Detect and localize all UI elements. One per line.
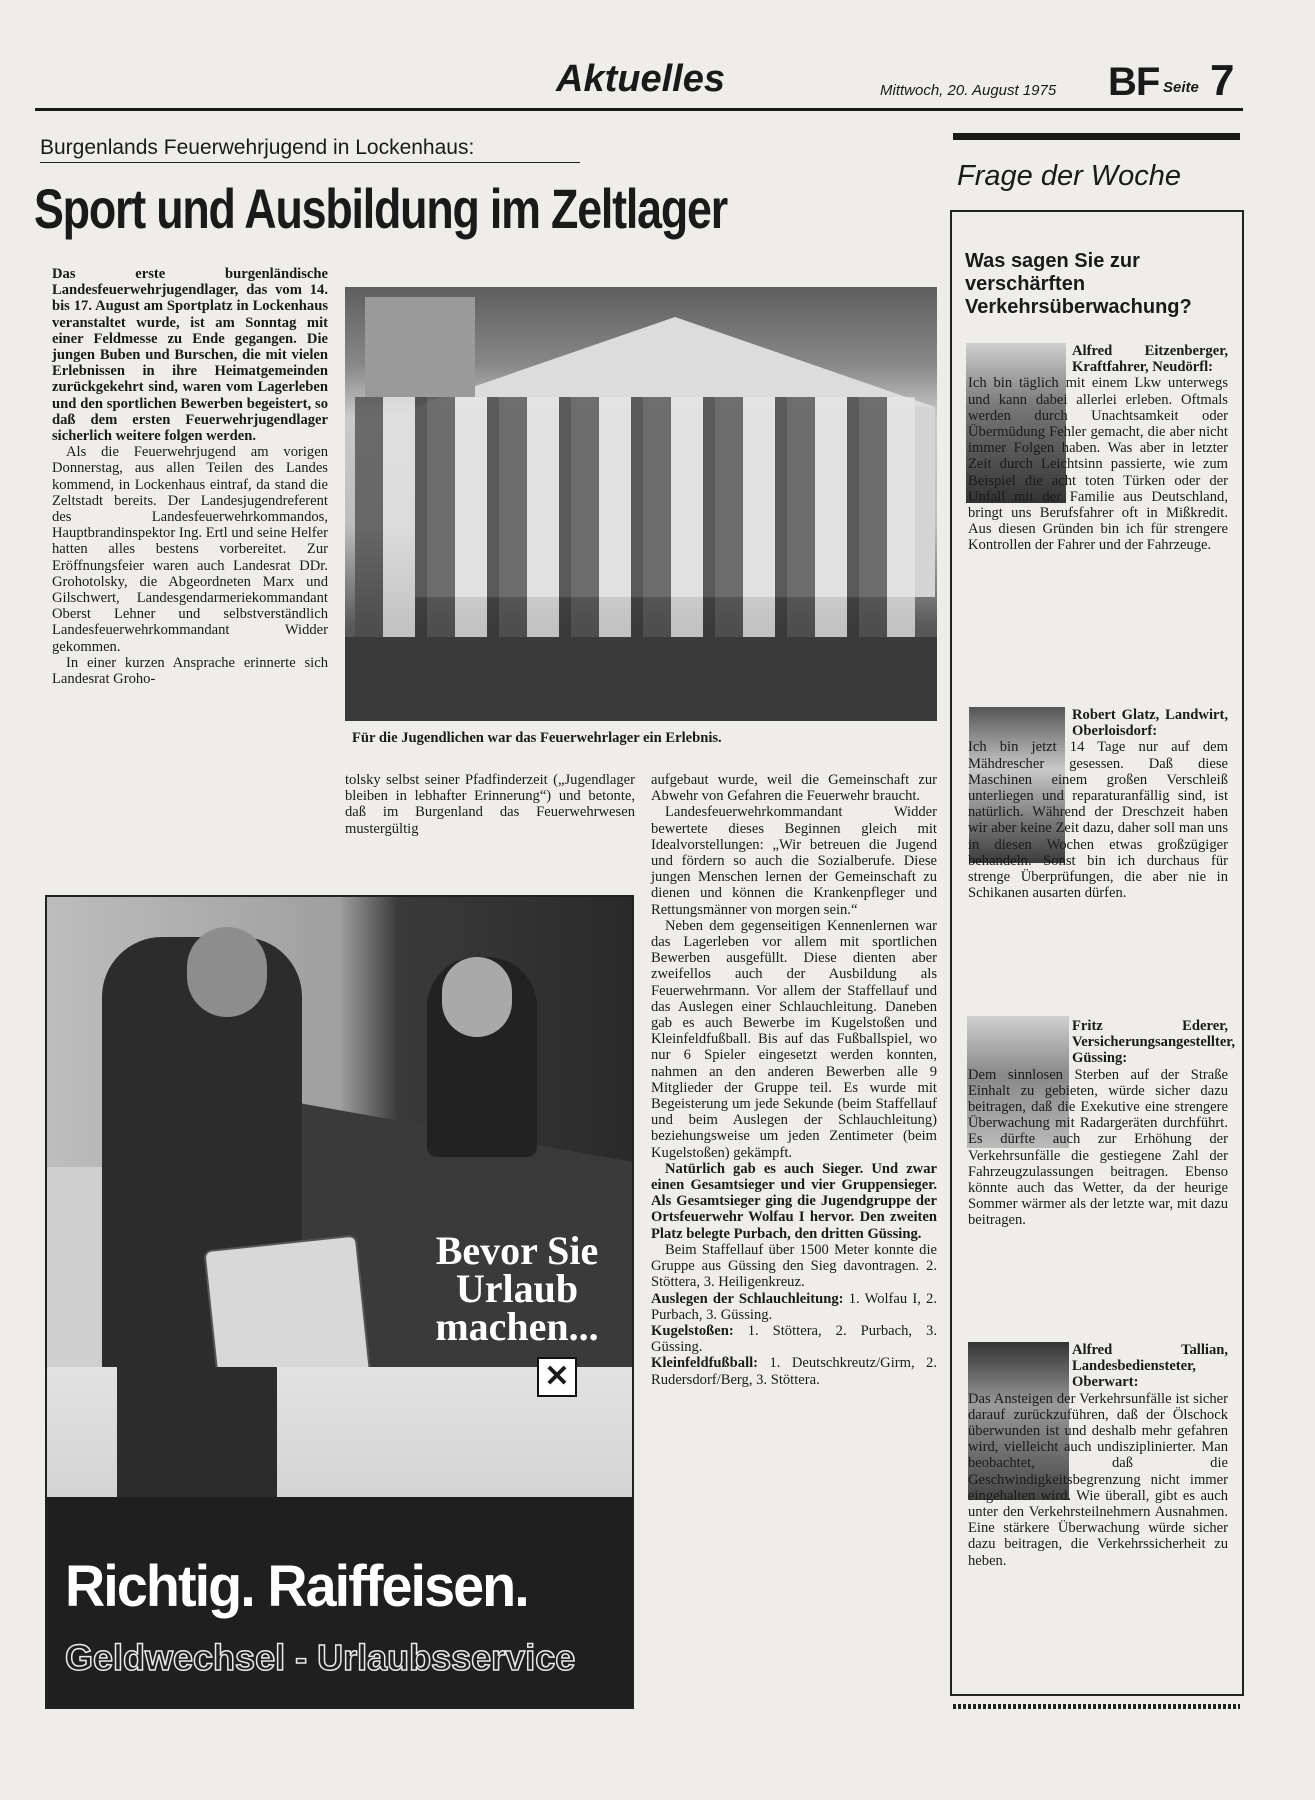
answer-body: Ich bin jetzt 14 Tage nur auf dem Mähdrescher gesessen. Daß diese Maschinen einem großen Verschleiß unterliegen und reparaturanfällig sind, ist natürlich. Während der Dreschzeit haben wir aber keine Zeit dazu, daher soll man uns in diesen Wochen etwas großzügiger behandeln. Sonst bin ich durchaus für strenge Überprüfungen, die aber nie in Schikanen ausarten dürfen. bbox=[968, 739, 1228, 902]
tent-shape bbox=[415, 317, 935, 407]
article-paragraph: Natürlich gab es auch Sieger. Und zwar einen Gesamtsieger und vier Gruppensieger. Als Gesamtsieger ging die Jugendgruppe der Ortsfeuerwehr Wolfau I hervor. Den zweiten Platz belegte Purbach, den dritten Güssing. bbox=[651, 1160, 937, 1242]
answer-name: Alfred Tallian, Landesbediensteter, Oberwart: bbox=[1072, 1342, 1228, 1391]
article-column-2 bbox=[345, 772, 635, 837]
teller-face bbox=[442, 957, 512, 1037]
article-column-1 bbox=[52, 266, 328, 687]
grass bbox=[345, 637, 937, 721]
answer-text bbox=[968, 1342, 1228, 1569]
newspaper-logo: BF bbox=[1108, 60, 1160, 104]
result-line bbox=[651, 1323, 937, 1355]
answer-name: Fritz Ederer, Versicherungsangestellter, Güssing: bbox=[1072, 1018, 1236, 1067]
ad-headline bbox=[427, 1228, 607, 1349]
raiffeisen-logo-icon: ✕ bbox=[537, 1357, 577, 1397]
result-line bbox=[651, 1355, 937, 1387]
article-kicker: Burgenlands Feuerwehrjugend in Lockenhaus: bbox=[40, 136, 580, 163]
article-paragraph: In einer kurzen Ansprache erinnerte sich Landesrat Groho- bbox=[52, 654, 328, 688]
sidebar-title: Frage der Woche bbox=[957, 160, 1182, 192]
article-paragraph: tolsky selbst seiner Pfadfinderzeit („Jugendlager bleiben in lebhafter Erinnerung“) und betonte, daß im Burgenland das Feuerwehrwesen mustergültig bbox=[345, 772, 635, 837]
article-paragraph: Beim Staffellauf über 1500 Meter konnte die Gruppe aus Güssing den Sieg davontragen. 2. Stöttera, 3. Heiligenkreuz. bbox=[651, 1241, 937, 1291]
sidebar-question: Was sagen Sie zur verschärften Verkehrsüberwachung? bbox=[965, 250, 1192, 318]
article-column-3 bbox=[651, 772, 937, 1388]
result-label: Kleinfeldfußball: bbox=[651, 1355, 759, 1372]
answer-body: Ich bin täglich mit einem Lkw unterwegs und kann dabei allerlei erleben. Oftmals werden durch Unachtsamkeit oder Übermüdung Fehler gemacht, die aber nicht immer Folgen haben. Was aber in letzter Zeit durch Leichtsinn passierte, wie zum Beispiel die acht toten Türken oder der Unfall mit der Familie aus Deutschland, bringt uns Berufsfahrer oft in Mißkredit. Aus diesen Gründen bin ich für strengere Kontrollen der Fahrer und der Fahrzeuge. bbox=[968, 375, 1228, 554]
result-line bbox=[651, 1291, 937, 1323]
raiffeisen-ad bbox=[45, 895, 634, 1709]
article-paragraph: Landesfeuerwehrkommandant Widder bewertete dieses Beginnen gleich mit Idealvorstellungen: „Wir betreuen die Jugend und fördern so auch die Sozialberufe. Diese jungen Menschen lernen der Gemeinschaft zu dienen und können die Krankenpfleger und Rettungsmänner von morgen sein.“ bbox=[651, 804, 937, 918]
article-headline: Sport und Ausbildung im Zeltlager bbox=[34, 177, 727, 240]
ad-headline-line: machen... bbox=[435, 1304, 599, 1349]
answer-text bbox=[968, 1018, 1236, 1229]
answer-text bbox=[968, 343, 1228, 554]
issue-date: Mittwoch, 20. August 1975 bbox=[880, 82, 1057, 99]
diver-face bbox=[187, 927, 267, 1017]
page-number: 7 bbox=[1210, 56, 1235, 105]
result-text: 1. Wolfau I, 2. Purbach, 3. Güssing. bbox=[651, 1290, 937, 1323]
article-paragraph: Neben dem gegenseitigen Kennenlernen war das Lagerleben vor allem mit sportlichen Bewerben ausgefüllt. Diese dienten aber zweifellos auch der Ausbildung als Feuerwehrmann. Vor allem der Staffellauf und das Auslegen einer Schlauchleitung. Daneben gab es auch Bewerbe im Kugelstoßen und Kleinfeldfußball. Bis auf das Fußballspiel, wo nur 6 Spieler eingesetzt werden konnten, nahmen an den anderen Bewerben alle 9 Mitglieder der Gruppe teil. Es wurde mit Begeisterung um jede Sekunde (beim Staffellauf und beim Auslegen der Schlauchleitung) beziehungsweise um jeden Zentimeter (beim Kugelstoßen) gekämpft. bbox=[651, 917, 937, 1161]
answer-body: Das Ansteigen der Verkehrsunfälle ist sicher darauf zurückzuführen, daß der Ölschock überwunden ist und deshalb mehr gefahren wird, vielleicht auch undisziplinierter. Man beobachtet, daß die Geschwindigkeitsbegrenzung nicht immer eingehalten wird. Wie überall, gibt es auch unter den Verkehrsteilnehmern Ausnahmen. Eine stärkere Überwachung würde sicher dazu beitragen, die Verkehrssicherheit zu heben. bbox=[968, 1390, 1228, 1569]
article-paragraph: aufgebaut wurde, weil die Gemeinschaft zur Abwehr von Gefahren die Feuerwehr braucht. bbox=[651, 772, 937, 805]
ad-subline: Geldwechsel - Urlaubsservice bbox=[65, 1637, 576, 1678]
group-of-youths bbox=[355, 397, 915, 647]
result-text: 1. Stöttera, 2. Purbach, 3. Güssing. bbox=[651, 1322, 937, 1356]
photo-caption: Für die Jugendlichen war das Feuerwehrlager ein Erlebnis. bbox=[352, 730, 722, 746]
answer-body: Dem sinnlosen Sterben auf der Straße Einhalt zu gebieten, würde sicher dazu beitragen, daß die Exekutive eine strengere Überwachung mit Radargeräten durchführt. Es dürfte auch zur Erhöhung der Verkehrsunfälle die gestiegene Zahl der Fahrzeugzulassungen beitragen. Ebenso könnte auch das Wetter, da der heurige Sommer wärmer als der letzte war, mit dazu beitragen. bbox=[968, 1066, 1228, 1229]
camp-photo bbox=[345, 287, 937, 721]
article-paragraph: Als die Feuerwehrjugend am vorigen Donnerstag, aus allen Teilen des Landes kommend, in Lockenhaus eintraf, da stand die Zeltstadt bereits. Der Landesjugendreferent des Landesfeuerwehrkommandos, Hauptbrandinspektor Ing. Ertl und seine Helfer hatten alles bestens vorbereitet. Zur Eröffnungsfeier waren auch Landesrat DDr. Grohotolsky, die Abgeordneten Marx und Gilschwert, Landesgendarmeriekommandant Oberst Lehner und selbstverständlich Landesfeuerwehrkommandant Widder gekommen. bbox=[52, 444, 328, 655]
result-text: 1. Deutschkreutz/Girm, 2. Rudersdorf/Berg, 3. Stöttera. bbox=[651, 1355, 937, 1388]
header-rule bbox=[35, 108, 1243, 111]
article-lead: Das erste burgenländische Landesfeuerwehrjugendlager, das vom 14. bis 17. August am Sportplatz in Lockenhaus veranstaltet wurde, ist am Sonntag mit einer Feldmesse zu Ende gegangen. Die jungen Buben und Burschen, die mit vielen Erlebnissen in ihre Heimatgemeinden zurückgekehrt sind, waren vom Lagerleben und den sportlichen Bewerben begeistert, so daß dem ersten Feuerwehrjugendlager sicherlich weitere folgen werden. bbox=[52, 266, 328, 445]
building bbox=[365, 297, 475, 397]
answer-name: Alfred Eitzenberger, Kraftfahrer, Neudörfl: bbox=[1072, 343, 1228, 376]
sidebar-bottom-rule bbox=[953, 1704, 1240, 1709]
ad-headline-line: Urlaub bbox=[455, 1266, 579, 1311]
answer-text bbox=[968, 707, 1228, 901]
section-title: Aktuelles bbox=[556, 58, 725, 100]
result-label: Auslegen der Schlauchleitung: bbox=[651, 1290, 844, 1307]
ad-headline-line: Bevor Sie bbox=[435, 1228, 599, 1273]
answer-name: Robert Glatz, Landwirt, Oberloisdorf: bbox=[1072, 707, 1228, 740]
ad-slogan: Richtig. Raiffeisen. bbox=[65, 1554, 528, 1619]
sidebar-top-rule bbox=[953, 133, 1240, 140]
result-label: Kugelstoßen: bbox=[651, 1322, 734, 1339]
page-label: Seite bbox=[1163, 79, 1199, 96]
